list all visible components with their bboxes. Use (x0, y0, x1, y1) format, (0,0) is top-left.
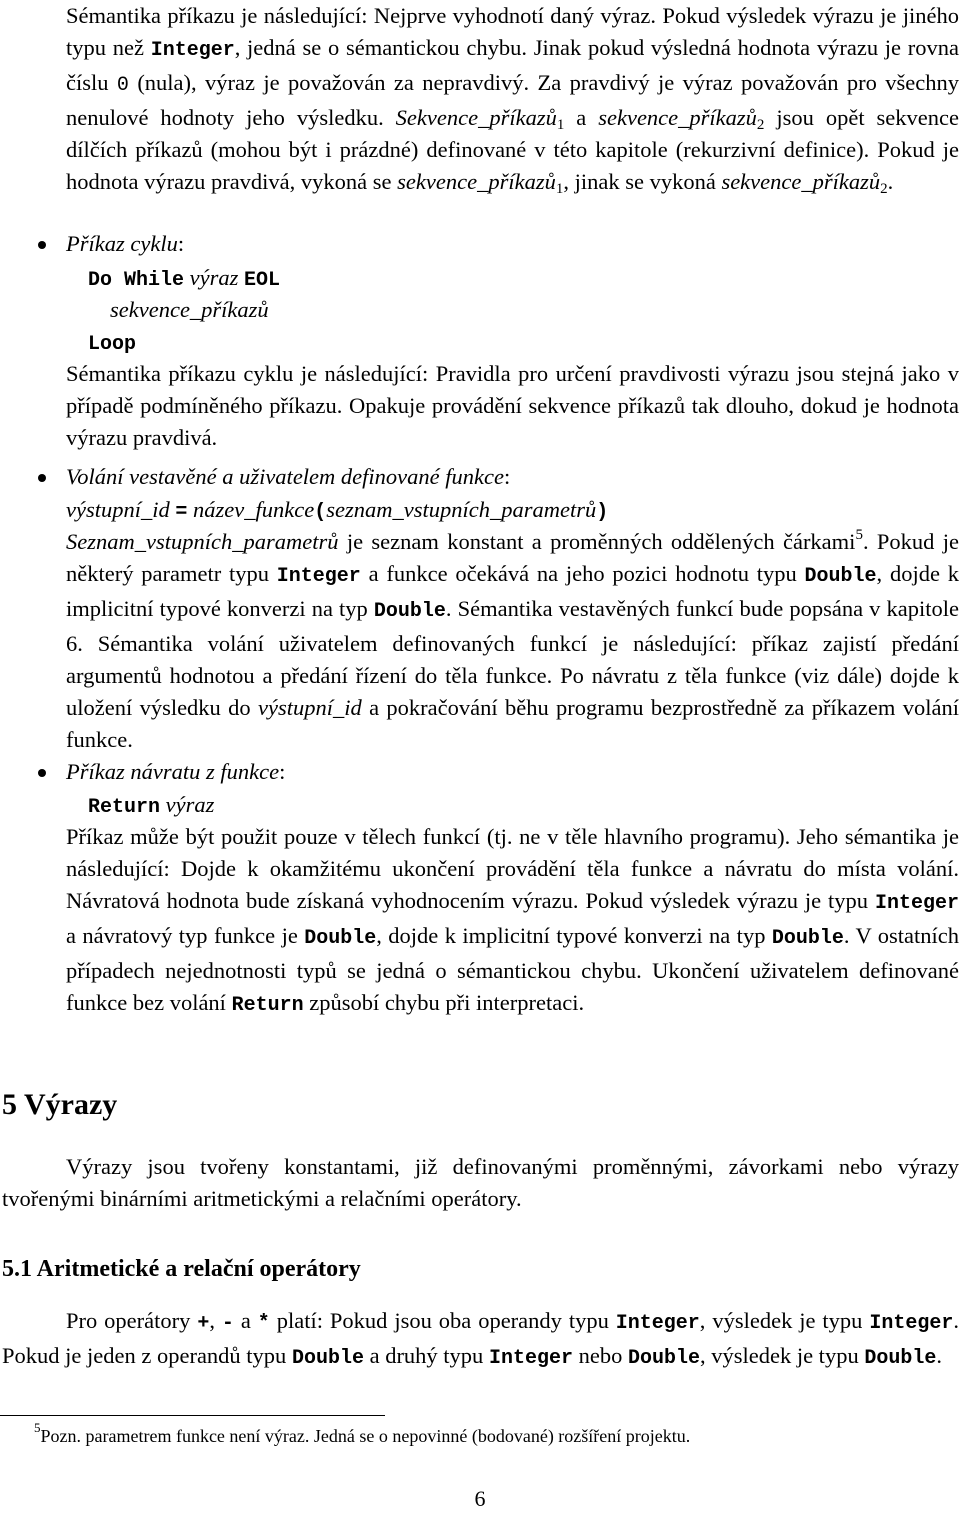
footnote-rule (0, 1415, 385, 1416)
bullet-loop (38, 241, 46, 249)
bullet-return (38, 769, 46, 777)
return-semantics-paragraph: Příkaz může být použit pouze v tělech funkcí (tj. ne v těle hlavního programu). Jeho sémantika je následující: Dojde k okamžitému ukončení provádění těla funkce a návratu do místa volání. Návratová hodnota bude získaná vyhodnocením výrazu. Pokud výsledek výrazu je typu Integer a návratový typ funkce je Double, dojde k implicitní typové konverzi na typ Double. V ostatních případech nejednotnosti typů se jedná o sémantickou chybu. Ukončení uživatelem definované funkce bez volání Return způsobí chybu při interpretaci. (66, 824, 959, 1017)
return-syntax: Return výraz (88, 792, 215, 819)
call-semantics-paragraph: Seznam_vstupních_parametrů je seznam konstant a proměnných oddělených čárkami$^5$. Pokud je některý parametr typu Integer a funkce očekává na jeho pozici hodnotu typu Double, dojde k implicitní typové konverzi na typ Double. Sémantika vestavěných funkcí bude popsána v kapitole 6. Sémantika volání uživatelem definovaných funkcí je následující: příkaz zajistí předání argumentů hodnotou a předání řízení do těla funkce. Po návratu z těla funkce (viz dále) dojde k uložení výsledku do výstupní_id a pokračování běhu programu bezprostředně za příkazem volání funkce. (66, 527, 959, 752)
section-5-1-paragraph: Pro operátory +, - a * platí: Pokud jsou oba operandy typu Integer, výsledek je typu Integer. Pokud je jeden z operandů typu Double a druhý typu Integer nebo Double, výsledek je typu Double. (2, 1308, 960, 1370)
section-5-heading: 5 Výrazy (2, 1088, 118, 1121)
loop-syntax-line1: Do While výraz EOL (88, 265, 281, 292)
loop-title: Příkaz cyklu: (66, 231, 185, 256)
call-title: Volání vestavěné a uživatelem definované funkce: (66, 464, 511, 489)
footnote: $^5$Pozn. parametrem funkce není výraz. Jedná se o nepovinné (bodované) rozšíření projektu. (34, 1420, 691, 1446)
loop-syntax-line2: sekvence_příkazů (110, 297, 269, 322)
return-title: Příkaz návratu z funkce: (66, 759, 286, 784)
page-number: 6 (474, 1486, 486, 1511)
if-semantics-paragraph: Sémantika příkazu je následující: Nejprve vyhodnotí daný výraz. Pokud výsledek výrazu je jiného typu než Integer, jedná se o sémantickou chybu. Jinak pokud výsledná hodnota výrazu je rovna číslu 0 (nula), výraz je považován za nepravdivý. Za pravdivý je výraz považován pro všechny nenulové hodnoty jeho výsledku. Sekvence_příkazů$_1$ a sekvence_příkazů$_2$ jsou opět sekvence dílčích příkazů (mohou být i prázdné) definované v této kapitole (rekurzivní definice). Pokud je hodnota výrazu pravdivá, vykoná se sekvence_příkazů$_1$, jinak se vykoná sekvence_příkazů$_2$. (66, 3, 959, 197)
section-5-paragraph: Výrazy jsou tvořeny konstantami, již definovanými proměnnými, závorkami nebo výrazy tvořenými binárními aritmetickými a relačními operátory. (2, 1154, 959, 1211)
section-5-1-heading: 5.1 Aritmetické a relační operátory (2, 1256, 361, 1282)
loop-syntax-line3: Loop (88, 333, 137, 356)
bullet-call (38, 474, 46, 482)
call-syntax: výstupní_id = název_funkce(seznam_vstupních_parametrů) (66, 497, 609, 524)
loop-semantics-paragraph: Sémantika příkazu cyklu je následující: Pravidla pro určení pravdivosti výrazu jsou stejná jako v případě podmíněného příkazu. Opakuje provádění sekvence příkazů tak dlouho, dokud je hodnota výrazu pravdivá. (66, 361, 959, 450)
